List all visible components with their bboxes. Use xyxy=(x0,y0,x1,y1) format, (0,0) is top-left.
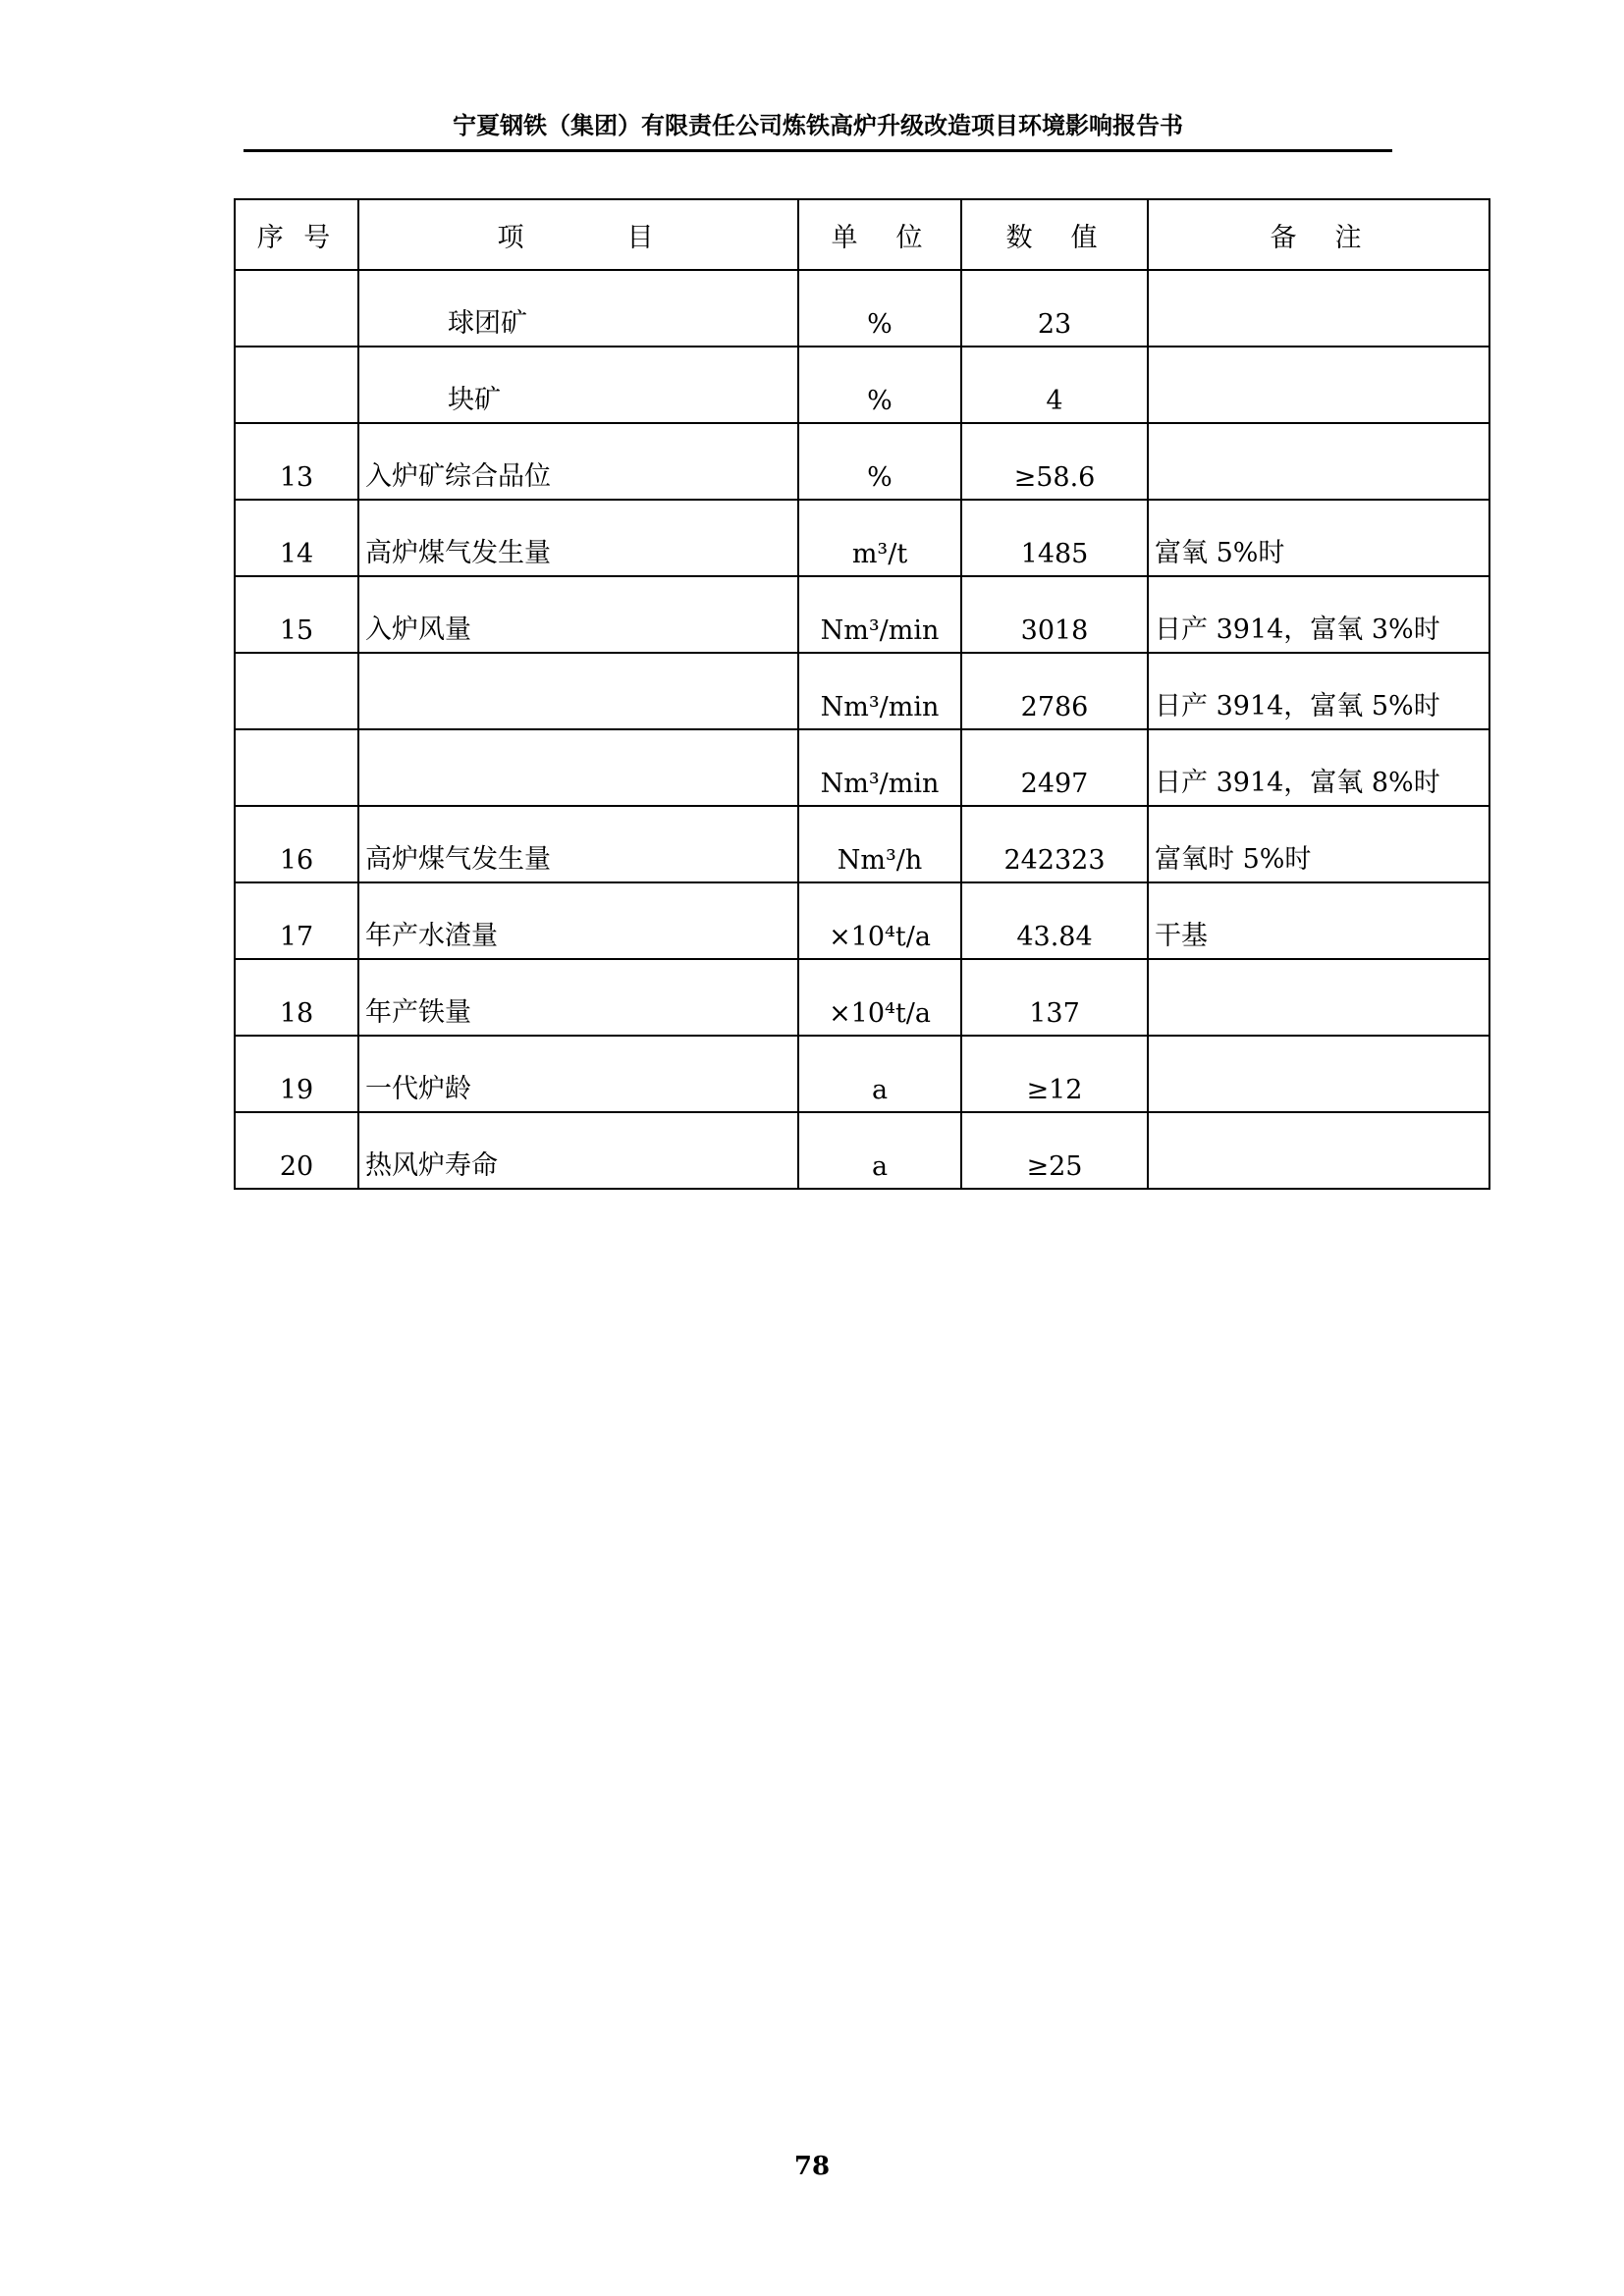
table-row xyxy=(235,653,1489,729)
row-note: 富氧时 5%时 xyxy=(1148,806,1489,882)
row-item: 年产铁量 xyxy=(358,959,798,1036)
col-header-no: 序 号 xyxy=(235,199,358,270)
row-unit: % xyxy=(798,423,961,500)
row-note xyxy=(1148,1112,1489,1189)
row-note xyxy=(1148,959,1489,1036)
row-number xyxy=(235,270,358,347)
document-header: 宁夏钢铁（集团）有限责任公司炼铁高炉升级改造项目环境影响报告书 xyxy=(244,110,1392,152)
row-value: 2497 xyxy=(961,729,1148,806)
row-value: 23 xyxy=(961,270,1148,347)
row-note: 干基 xyxy=(1148,882,1489,959)
row-item: 热风炉寿命 xyxy=(358,1112,798,1189)
row-number: 16 xyxy=(235,806,358,882)
row-item: 球团矿 xyxy=(358,270,798,347)
row-item: 一代炉龄 xyxy=(358,1036,798,1112)
row-value: ≥25 xyxy=(961,1112,1148,1189)
table-row xyxy=(235,959,1489,1036)
row-number: 13 xyxy=(235,423,358,500)
row-item: 入炉矿综合品位 xyxy=(358,423,798,500)
row-number: 17 xyxy=(235,882,358,959)
page-number: 78 xyxy=(793,2152,831,2181)
col-header-unit: 单 位 xyxy=(798,199,961,270)
table-row xyxy=(235,270,1489,347)
row-unit: % xyxy=(798,270,961,347)
row-unit: a xyxy=(798,1112,961,1189)
row-unit: ×10⁴t/a xyxy=(798,882,961,959)
row-unit: ×10⁴t/a xyxy=(798,959,961,1036)
data-table xyxy=(234,198,1490,1190)
row-number: 20 xyxy=(235,1112,358,1189)
row-item xyxy=(358,729,798,806)
row-value: 3018 xyxy=(961,576,1148,653)
table-row xyxy=(235,500,1489,576)
table-header-row xyxy=(235,199,1489,270)
row-number: 19 xyxy=(235,1036,358,1112)
col-header-value: 数 值 xyxy=(961,199,1148,270)
row-note: 日产 3914，富氧 8%时 xyxy=(1148,729,1489,806)
row-item: 块矿 xyxy=(358,347,798,423)
row-value: 43.84 xyxy=(961,882,1148,959)
row-unit: Nm³/h xyxy=(798,806,961,882)
row-note xyxy=(1148,1036,1489,1112)
row-note: 日产 3914，富氧 5%时 xyxy=(1148,653,1489,729)
row-item: 高炉煤气发生量 xyxy=(358,500,798,576)
row-unit: a xyxy=(798,1036,961,1112)
row-note xyxy=(1148,270,1489,347)
row-number: 14 xyxy=(235,500,358,576)
table-row xyxy=(235,347,1489,423)
row-unit: Nm³/min xyxy=(798,576,961,653)
row-value: ≥58.6 xyxy=(961,423,1148,500)
row-value: 4 xyxy=(961,347,1148,423)
row-note xyxy=(1148,347,1489,423)
row-value: ≥12 xyxy=(961,1036,1148,1112)
row-item: 年产水渣量 xyxy=(358,882,798,959)
row-unit: Nm³/min xyxy=(798,653,961,729)
row-value: 242323 xyxy=(961,806,1148,882)
table-row xyxy=(235,1112,1489,1189)
col-header-note: 备 注 xyxy=(1148,199,1489,270)
row-number: 18 xyxy=(235,959,358,1036)
row-value: 137 xyxy=(961,959,1148,1036)
table-row xyxy=(235,576,1489,653)
row-unit: m³/t xyxy=(798,500,961,576)
row-number: 15 xyxy=(235,576,358,653)
table-row xyxy=(235,729,1489,806)
row-item: 入炉风量 xyxy=(358,576,798,653)
table-row xyxy=(235,806,1489,882)
row-unit: % xyxy=(798,347,961,423)
row-note: 日产 3914，富氧 3%时 xyxy=(1148,576,1489,653)
row-value: 1485 xyxy=(961,500,1148,576)
row-item: 高炉煤气发生量 xyxy=(358,806,798,882)
row-number xyxy=(235,347,358,423)
row-note: 富氧 5%时 xyxy=(1148,500,1489,576)
row-value: 2786 xyxy=(961,653,1148,729)
row-unit: Nm³/min xyxy=(798,729,961,806)
row-number xyxy=(235,729,358,806)
row-item xyxy=(358,653,798,729)
row-number xyxy=(235,653,358,729)
table-row xyxy=(235,1036,1489,1112)
col-header-item: 项 目 xyxy=(358,199,798,270)
table-row xyxy=(235,423,1489,500)
table-row xyxy=(235,882,1489,959)
row-note xyxy=(1148,423,1489,500)
